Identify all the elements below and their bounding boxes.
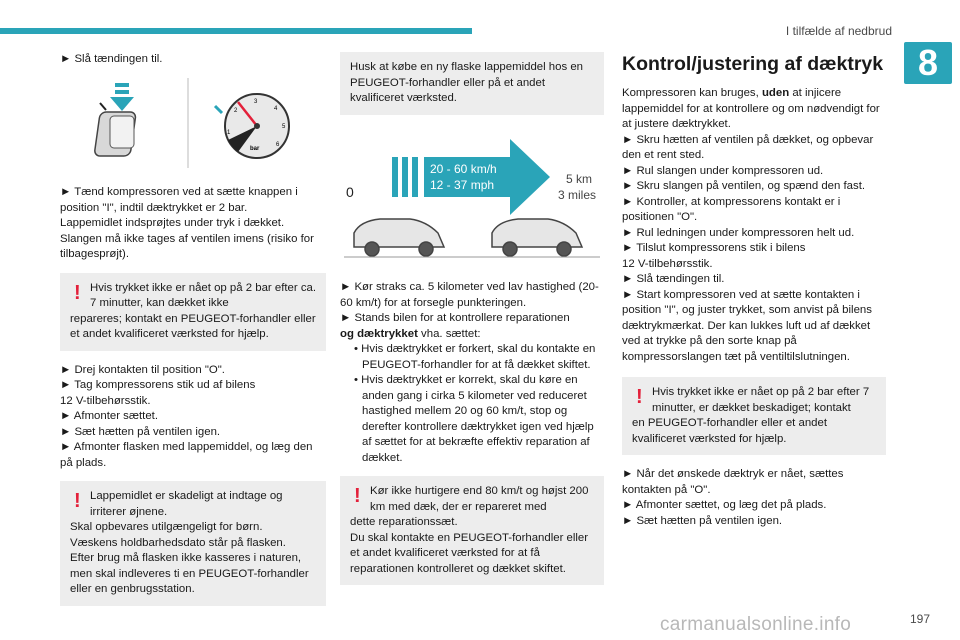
svg-text:4: 4 — [274, 105, 278, 112]
step-switch-off: ► Drej kontakten til position "O". — [60, 363, 225, 376]
svg-text:5 km: 5 km — [566, 171, 593, 186]
svg-text:6: 6 — [276, 141, 280, 148]
para-drive-5km: ► Kør straks ca. 5 kilometer ved lav hastighed (20-60 km/t) for at forsegle punkteringen. — [340, 281, 599, 309]
warning-exclamation-icon: ! — [354, 485, 361, 507]
svg-text:12 - 37 mph: 12 - 37 mph — [430, 177, 495, 192]
intro-paragraph: Kompressoren kan bruges, uden at injicere lappemiddel for at kontrollere og om nødvendigt for at justere dæktrykket. — [622, 87, 880, 130]
driving-distance-illustration — [340, 123, 604, 269]
step-plug-in: ► Tilslut kompressorens stik i bilens — [622, 242, 806, 254]
step-remove-bottle: ► Afmonter flasken med lappemiddel, og læg den på plads. — [60, 441, 313, 469]
para-injected: Lappemidlet indsprøjtes under tryk i dækket. — [60, 217, 285, 229]
step-unroll-cable: ► Rul ledningen under kompressoren helt ud. — [622, 226, 855, 239]
page-header-title: I tilfælde af nedbrud — [785, 24, 892, 38]
svg-text:20 - 60 km/h: 20 - 60 km/h — [430, 161, 497, 176]
warning-box-damaged-tyre: ! Hvis trykket ikke er nået op på 2 bar efter 7 minutter, er dækket beskadiget; kontakt en PEUGEOT-forhandler eller et andet kvalificeret værksted for hjælp. — [622, 377, 886, 455]
direction-arrow-icon — [424, 139, 550, 215]
sub-pressure-correct: • Hvis dæktrykket er korrekt, skal du køre en anden gang i cirka 5 kilometer ved reduceret hastighed mellem 20 og 60 km/t, stop og derefter kontrollere dæktrykket igen ved hjælp af sættet for at bekræfte effektiv reparation af dækket. — [354, 374, 594, 464]
page-number: 197 — [909, 612, 930, 626]
step-plug-in-2: 12 V-tilbehørsstik. — [622, 257, 713, 270]
step-start-adjust: ► Start kompressoren ved at sætte kontakten i position "I", og juster trykket, som anvist på bilens dæktrykmærkat. Der kan lukkes luft ud af dækket ved at trykke på den sorte knap på kompressorslangen tæt på ventiltilslutningen. — [622, 288, 872, 363]
step-refit-cap: ► Sæt hætten på ventilen igen. — [60, 425, 221, 438]
warning-box-speed-limit: ! Kør ikke hurtigere end 80 km/t og højst 200 km med dæk, der er repareret med dette reparationssæt. Du skal kontakte en PEUGEOT-forhandler eller et andet kvalificeret værksted for at få reparationen kontrolleret og dækket skiftet. — [340, 476, 604, 585]
step-remove-kit: ► Afmonter sættet. — [60, 410, 159, 422]
step-check-switch: ► Kontroller, at kompressorens kontakt er i positionen "O". — [622, 195, 841, 223]
car-end-icon — [492, 219, 582, 256]
svg-text:bar: bar — [250, 145, 260, 152]
note-box-buy-sealant: Husk at købe en ny flaske lappemiddel hos en PEUGEOT-forhandler eller på et andet kvalificeret værksted. — [340, 52, 604, 115]
step-unroll-hose: ► Rul slangen under kompressoren ud. — [622, 164, 824, 177]
step-unplug-2: 12 V-tilbehørsstik. — [60, 394, 151, 407]
step-ignition-on: ► Slå tændingen til. — [60, 53, 163, 65]
warning-box-sealant: ! Lappemidlet er skadeligt at indtage og irriterer øjnene. Skal opbevares utilgængeligt for børn. Væskens holdbarhedsdato står på flasken. Efter brug må flasken ikke kasseres i naturen, men skal indleveres ti en PEUGEOT-forhandler eller en genbrugsstation. — [60, 481, 326, 606]
header-accent-bar — [0, 28, 472, 34]
step-unplug: ► Tag kompressorens stik ud af bilens — [60, 379, 256, 391]
para-stop-check: ► Stands bilen for at kontrollere reparationen og dæktrykket vha. sættet: — [340, 312, 570, 340]
svg-text:2: 2 — [234, 107, 238, 114]
para-hose-warning: Slangen må ikke tages af ventilen imens (risiko for tilbagesprøjt). — [60, 232, 314, 260]
step-unscrew-cap: ► Skru hætten af ventilen på dækket, og opbevar den et rent sted. — [622, 133, 874, 161]
step-ignition: ► Slå tændingen til. — [622, 273, 725, 285]
column-right — [622, 52, 886, 529]
svg-text:1: 1 — [227, 129, 231, 136]
warning-exclamation-icon: ! — [74, 490, 81, 512]
column-left — [60, 52, 326, 606]
warning-exclamation-icon: ! — [74, 281, 81, 304]
watermark: carmanualsonline.info — [660, 614, 852, 635]
step-remove-kit: ► Afmonter sættet, og læg det på plads. — [622, 499, 827, 511]
svg-text:5: 5 — [282, 123, 286, 130]
warning-box-pressure: ! Hvis trykket ikke er nået op på 2 bar efter ca. 7 minutter, kan dækket ikke repareres; kontakt en PEUGEOT-forhandler eller et andet kvalificeret værksted for hjælp. — [60, 273, 326, 351]
column-middle — [340, 52, 604, 585]
sub-pressure-wrong: • Hvis dæktrykket er forkert, skal du kontakte en PEUGEOT-forhandler for at få dækket skiftet. — [354, 343, 596, 371]
svg-text:0: 0 — [346, 183, 354, 200]
car-start-icon — [354, 219, 444, 256]
compressor-gauge-illustration — [60, 78, 326, 170]
para-start-compressor: ► Tænd kompressoren ved at sætte knappen i position "I", indtil dæktrykket er 2 bar. — [60, 186, 298, 214]
svg-text:3: 3 — [254, 98, 258, 105]
svg-text:3 miles: 3 miles — [558, 187, 597, 202]
step-screw-hose: ► Skru slangen på ventilen, og spænd den fast. — [622, 180, 866, 192]
step-refit-cap: ► Sæt hætten på ventilen igen. — [622, 514, 783, 527]
section-title: Kontrol/justering af dæktryk — [622, 53, 884, 75]
warning-exclamation-icon: ! — [636, 386, 643, 408]
switch-press-icon — [94, 83, 136, 156]
pressure-gauge-icon — [215, 94, 289, 158]
step-pressure-reached: ► Når det ønskede dæktryk er nået, sættes kontakten på "O". — [622, 468, 844, 496]
chapter-badge: 8 — [904, 42, 952, 84]
